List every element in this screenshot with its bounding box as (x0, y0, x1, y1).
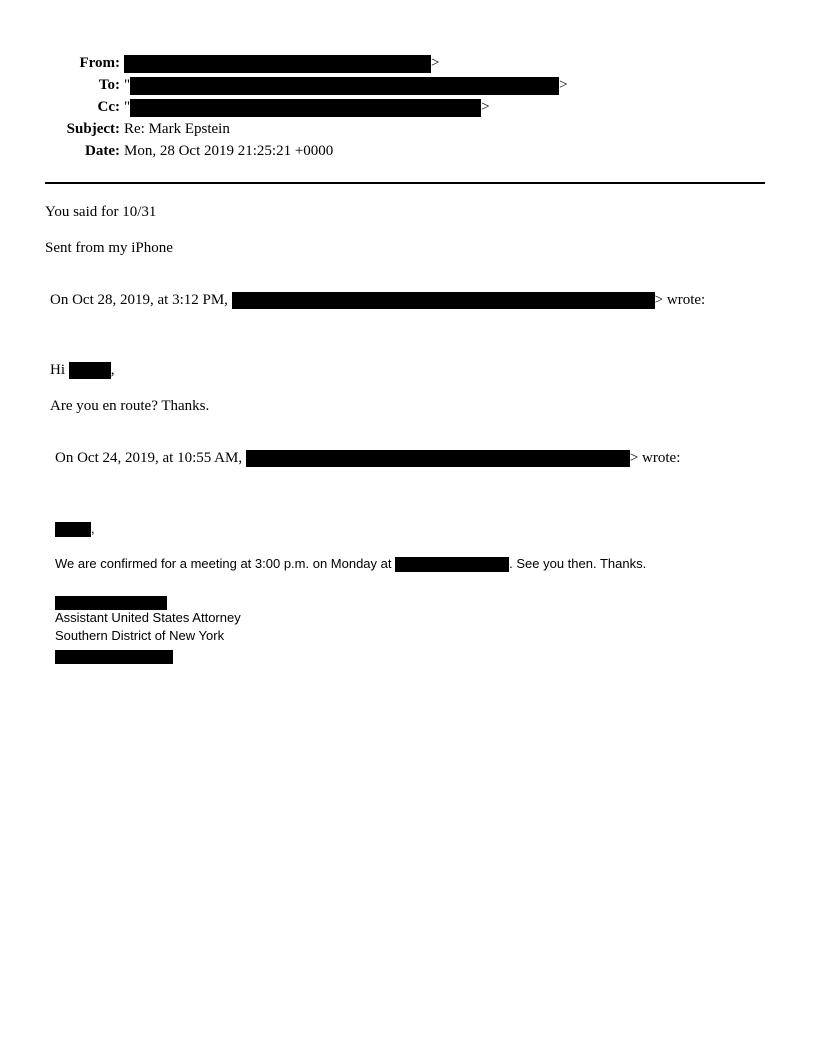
from-suffix: > (431, 55, 440, 71)
redaction-block (124, 55, 431, 73)
to-label: To: (98, 77, 120, 93)
quote1-wrote: > wrote: (654, 292, 706, 308)
quote2-body-after: . See you then. Thanks. (509, 556, 647, 571)
message-line-1: You said for 10/31 (45, 204, 157, 220)
signature-contact-redaction (55, 648, 173, 666)
redaction-block (232, 292, 655, 309)
quote2-greeting-suffix: , (91, 521, 95, 536)
quote2-wrote: > wrote: (629, 450, 681, 466)
quote1-greeting-line (50, 362, 115, 379)
to-prefix: " (124, 77, 131, 93)
quote2-body-line (55, 556, 646, 572)
to-value (124, 74, 568, 96)
quote2-intro-line (55, 450, 680, 467)
signature-title: Assistant United States Attorney (55, 610, 241, 625)
cc-label: Cc: (97, 99, 120, 115)
redaction-block (55, 650, 173, 664)
date-value: Mon, 28 Oct 2019 21:25:21 +0000 (124, 143, 334, 159)
message-signature: Sent from my iPhone (45, 240, 173, 256)
quote1-intro: On Oct 28, 2019, at 3:12 PM, (50, 292, 228, 308)
quote2-greeting-line (55, 521, 95, 537)
quote1-body: Are you en route? Thanks. (50, 398, 210, 414)
subject-label: Subject: (66, 121, 120, 137)
redaction-block (69, 362, 111, 379)
redaction-block (395, 557, 509, 572)
redaction-block (55, 596, 167, 610)
quote2-intro: On Oct 24, 2019, at 10:55 AM, (55, 450, 243, 466)
date-label: Date: (85, 143, 120, 159)
redaction-block (55, 522, 91, 537)
to-suffix: > (559, 77, 568, 93)
redaction-block (130, 99, 481, 117)
redaction-block (246, 450, 630, 467)
from-label: From: (79, 55, 120, 71)
quote1-intro-line (50, 292, 705, 309)
subject-value: Re: Mark Epstein (124, 121, 230, 137)
quote2-body-before: We are confirmed for a meeting at 3:00 p.m. on Monday at (55, 556, 392, 571)
cc-value (124, 96, 490, 118)
quote1-greeting-suffix: , (110, 362, 115, 378)
quote1-greeting: Hi (50, 362, 65, 378)
signature-office: Southern District of New York (55, 628, 225, 643)
from-value (124, 52, 439, 74)
cc-suffix: > (481, 99, 490, 115)
header-divider (45, 182, 765, 184)
cc-prefix: " (124, 99, 131, 115)
redaction-block (130, 77, 559, 95)
